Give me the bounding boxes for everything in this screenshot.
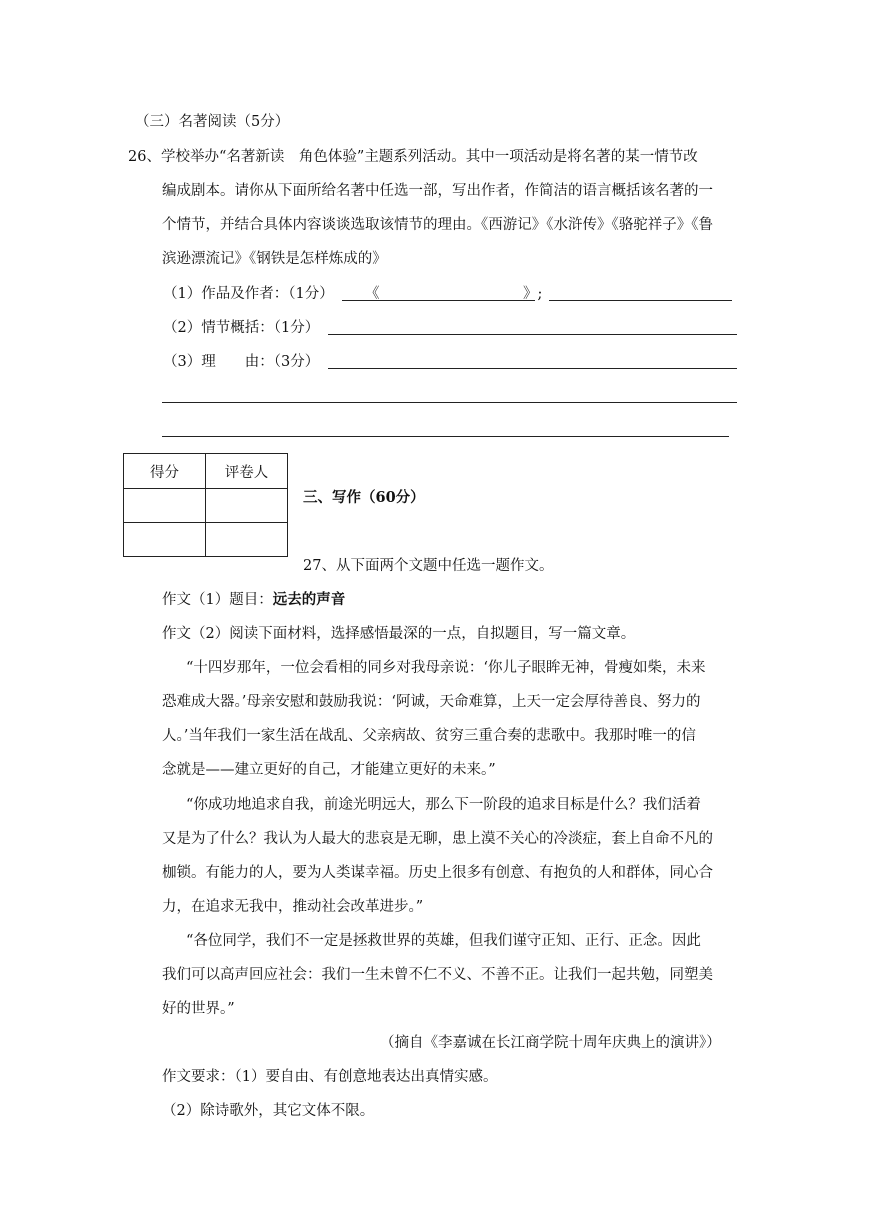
grader-cell[interactable] bbox=[206, 523, 288, 557]
book-title-open: 《 bbox=[365, 286, 380, 302]
score-cell[interactable] bbox=[124, 489, 206, 523]
book-title-close: 》; bbox=[523, 286, 543, 302]
q26-item2-label: （2）情节概括：（1分） bbox=[163, 320, 320, 336]
section3-title: （三）名著阅读（5分） bbox=[135, 114, 290, 130]
writing-requirement-1: 作文要求：（1）要自由、有创意地表达出真情实感。 bbox=[162, 1069, 498, 1085]
q26-line-2: 编成剧本。请你从下面所给名著中任选一部，写出作者，作简洁的语言概括该名著的一 bbox=[162, 183, 713, 199]
material-para1-line: 念就是——建立更好的自己，才能建立更好的未来。” bbox=[162, 762, 496, 778]
score-cell[interactable] bbox=[124, 523, 206, 557]
score-header: 得分 bbox=[124, 454, 206, 489]
q26-item1-label: （1）作品及作者：（1分） bbox=[163, 286, 334, 302]
material-para3-line: 我们可以高声回应社会：我们一生未曾不仁不义、不善不正。让我们一起共勉，同塑美 bbox=[162, 967, 713, 983]
plot-summary-blank[interactable] bbox=[328, 334, 737, 335]
material-para1-line: 人。’当年我们一家生活在战乱、父亲病故、贫穷三重合奏的悲歌中。我那时唯一的信 bbox=[162, 728, 696, 744]
material-para2-line: 力，在追求无我中，推动社会改革进步。” bbox=[162, 899, 424, 915]
author-blank[interactable] bbox=[549, 300, 732, 301]
q26-line-3: 个情节，并结合具体内容谈谈选取该情节的理由。《西游记》《水浒传》《骆驼祥子》《鲁 bbox=[162, 217, 713, 233]
reason-blank-2[interactable] bbox=[162, 402, 737, 403]
q26-item3-label: （3）理 由：（3分） bbox=[163, 354, 320, 370]
q26-line-1: 26、学校举办“名著新读 角色体验”主题系列活动。其中一项活动是将名著的某一情节改 bbox=[128, 149, 698, 165]
writing-section-title: 三、写作（60分） bbox=[303, 489, 425, 506]
topic1 bbox=[162, 590, 345, 610]
material-source: （摘自《李嘉诚在长江商学院十周年庆典上的演讲》） bbox=[380, 1035, 721, 1051]
material-para1-line: 恐难成大器。’母亲安慰和鼓励我说：‘阿诚，天命难算，上天一定会厚待善良、努力的 bbox=[162, 694, 701, 710]
topic2: 作文（2）阅读下面材料，选择感悟最深的一点，自拟题目，写一篇文章。 bbox=[162, 626, 636, 642]
q26-line-4: 滨逊漂流记》《钢铁是怎样炼成的》 bbox=[162, 251, 387, 267]
writing-requirement-2: （2）除诗歌外，其它文体不限。 bbox=[162, 1103, 375, 1119]
q27-text: 27、从下面两个文题中任选一题作文。 bbox=[303, 558, 554, 574]
topic1-prefix: 作文（1）题目： bbox=[162, 592, 273, 608]
material-para2-line: 枷锁。有能力的人，要为人类谋幸福。历史上很多有创意、有抱负的人和群体，同心合 bbox=[162, 865, 713, 881]
material-para1-line: “十四岁那年，一位会看相的同乡对我母亲说：‘你儿子眼眸无神，骨瘦如柴，未来 bbox=[186, 660, 706, 676]
material-para3-line: 好的世界。” bbox=[162, 1001, 235, 1017]
book-title-blank[interactable] bbox=[342, 300, 535, 301]
grader-header: 评卷人 bbox=[206, 454, 288, 489]
topic1-title: 远去的声音 bbox=[272, 591, 346, 608]
material-para3-line: “各位同学，我们不一定是拯救世界的英雄，但我们谨守正知、正行、正念。因此 bbox=[186, 933, 701, 949]
reason-blank-1[interactable] bbox=[328, 368, 737, 369]
score-table bbox=[123, 453, 288, 557]
reason-blank-3[interactable] bbox=[162, 436, 729, 437]
grader-cell[interactable] bbox=[206, 489, 288, 523]
material-para2-line: “你成功地追求自我，前途光明远大，那么下一阶段的追求目标是什么？我们活着 bbox=[186, 797, 701, 813]
material-para2-line: 又是为了什么？我认为人最大的悲哀是无聊，患上漠不关心的冷淡症，套上自命不凡的 bbox=[162, 831, 713, 847]
